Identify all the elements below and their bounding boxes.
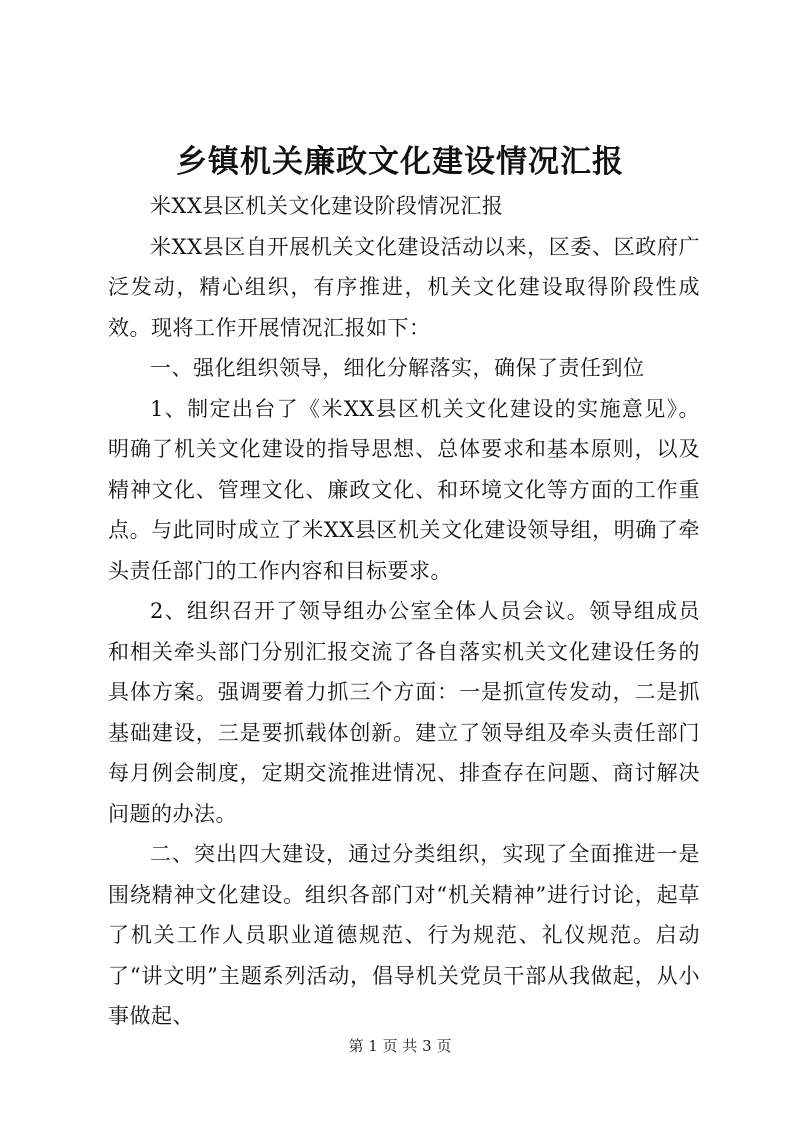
document-body [108, 186, 700, 1037]
page-footer: 第 1 页 共 3 页 [348, 1037, 452, 1055]
paragraph-intro: 米XX县区自开展机关文化建设活动以来，区委、区政府广泛发动，精心组织，有序推进，机关文化建设取得阶段性成效。现将工作开展情况汇报如下： [108, 234, 700, 340]
document-title: 乡镇机关廉政文化建设情况汇报 [176, 144, 624, 180]
paragraph-item-2: 2、组织召开了领导组办公室全体人员会议。领导组成员和相关牵头部门分别汇报交流了各自落实机关文化建设任务的具体方案。强调要着力抓三个方面：一是抓宣传发动，二是抓基础建设，三是要抓载体创新。建立了领导组及牵头责任部门每月例会制度，定期交流推进情况、排查存在问题、商讨解决问题的办法。 [108, 599, 700, 826]
paragraph-subtitle: 米XX县区机关文化建设阶段情况汇报 [150, 194, 504, 218]
section-heading-2: 二、突出四大建设，通过分类组织，实现了全面推进一是围绕精神文化建设。组织各部门对“机关精神”进行讨论，起草了机关工作人员职业道德规范、行为规范、礼仪规范。启动了“讲文明”主题系列活动，倡导机关党员干部从我做起，从小事做起、 [108, 842, 700, 1028]
paragraph-item-1: 1、制定出台了《米XX县区机关文化建设的实施意见》。明确了机关文化建设的指导思想、总体要求和基本原则，以及精神文化、管理文化、廉政文化、和环境文化等方面的工作重点。与此同时成立了米XX县区机关文化建设领导组，明确了牵头责任部门的工作内容和目标要求。 [108, 396, 700, 583]
section-heading-1: 一、强化组织领导，细化分解落实，确保了责任到位 [150, 356, 645, 380]
